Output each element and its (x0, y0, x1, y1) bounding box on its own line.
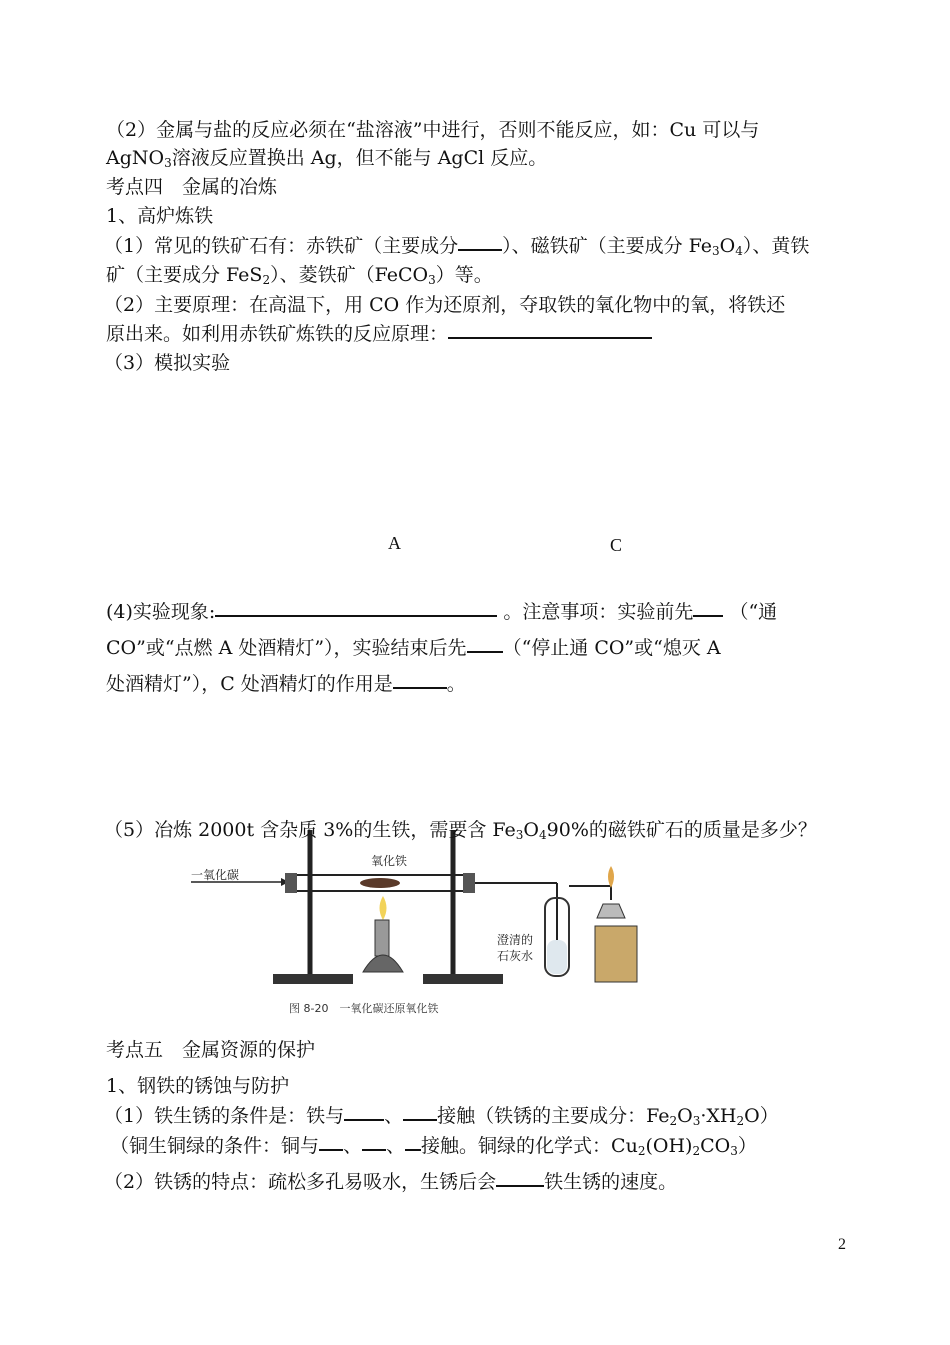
text-line: （1）常见的铁矿石有：赤铁矿（主要成分 ）、磁铁矿（主要成分 $Fe_3O_4$）、黄铁 (104, 235, 810, 258)
answer-blank[interactable] (393, 686, 447, 689)
left-stand-base (273, 974, 353, 984)
section-title-5: 考点五 金属资源的保护 (106, 1039, 316, 1061)
text-line: AgNO$_3$溶液反应置换出 Ag，但不能与 AgCl 反应。 (106, 147, 548, 170)
subsection-title: 1、钢铁的锈蚀与防护 (106, 1075, 290, 1097)
text-line: 处酒精灯”），C 处酒精灯的作用是 。 (106, 673, 466, 695)
lime-water-label-2: 石灰水 (497, 949, 534, 963)
diagram-label-c: C (610, 535, 623, 555)
lime-water (547, 940, 567, 974)
wooden-block (595, 926, 637, 982)
answer-blank[interactable] (496, 1184, 544, 1187)
answer-blank[interactable] (693, 614, 723, 617)
answer-blank[interactable] (319, 1148, 343, 1151)
subsection-title: 1、高炉炼铁 (106, 205, 214, 227)
answer-blank[interactable] (467, 650, 503, 653)
answer-blank[interactable] (405, 1148, 421, 1151)
diagram-label-a: A (388, 533, 401, 553)
text-line: CO”或“点燃 A 处酒精灯”），实验结束后先 （“停止通 CO”或“熄灭 A (106, 637, 721, 659)
figure-caption: 图 8-20 一氧化碳还原氧化铁 (289, 1002, 439, 1015)
section-title-4: 考点四 金属的冶炼 (106, 176, 278, 198)
answer-blank[interactable] (403, 1118, 437, 1121)
right-stand-base (423, 974, 503, 984)
oxide-label: 氧化铁 (371, 854, 408, 868)
text-line: 原出来。如利用赤铁矿炼铁的反应原理： (106, 324, 652, 346)
co-label: 一氧化碳 (191, 868, 240, 882)
text-line: （铜生铜绿的条件：铜与 、 、 接触。铜绿的化学式：$Cu_2(OH)_2CO_3$） (110, 1135, 757, 1158)
text-line: 矿（主要成分 FeS$_2$）、菱铁矿（FeCO$_3$）等。 (106, 264, 493, 287)
answer-blank[interactable] (215, 614, 497, 617)
c-lamp-flame (608, 866, 614, 888)
text-line: （2）主要原理：在高温下，用 CO 作为还原剂，夺取铁的氧化物中的氧，将铁还 (104, 294, 786, 316)
burner-flame (380, 896, 387, 920)
text-line: （2）金属与盐的反应必须在“盐溶液”中进行，否则不能反应，如：Cu 可以与 (106, 119, 760, 141)
answer-blank[interactable] (458, 248, 502, 251)
answer-blank[interactable] (344, 1118, 384, 1121)
page-number: 2 (838, 1236, 846, 1253)
text-line: （2）铁锈的特点：疏松多孔易吸水，生锈后会 铁生锈的速度。 (104, 1171, 678, 1193)
answer-blank[interactable] (448, 336, 652, 339)
alcohol-lamp (597, 904, 625, 918)
text-line: （1）铁生锈的条件是：铁与 、 接触（铁锈的主要成分：$Fe_2O_3\cdot XH_2O$） (104, 1105, 779, 1128)
text-line: (4)实验现象: 。注意事项：实验前先 （“通 (106, 601, 778, 623)
burner-base (363, 955, 403, 972)
co-reduction-apparatus-figure (185, 822, 655, 1018)
iron-oxide-sample (360, 878, 400, 888)
text-line: （5）冶炼 2000t 含杂质 3%的生铁，需要含 $Fe_3O_490\%$的磁铁矿石的质量是多少？ (104, 819, 817, 842)
lime-water-label-1: 澄清的 (497, 933, 534, 947)
text-line: （3）模拟实验 (104, 352, 231, 374)
answer-blank[interactable] (362, 1148, 386, 1151)
burner-tube (375, 920, 389, 956)
